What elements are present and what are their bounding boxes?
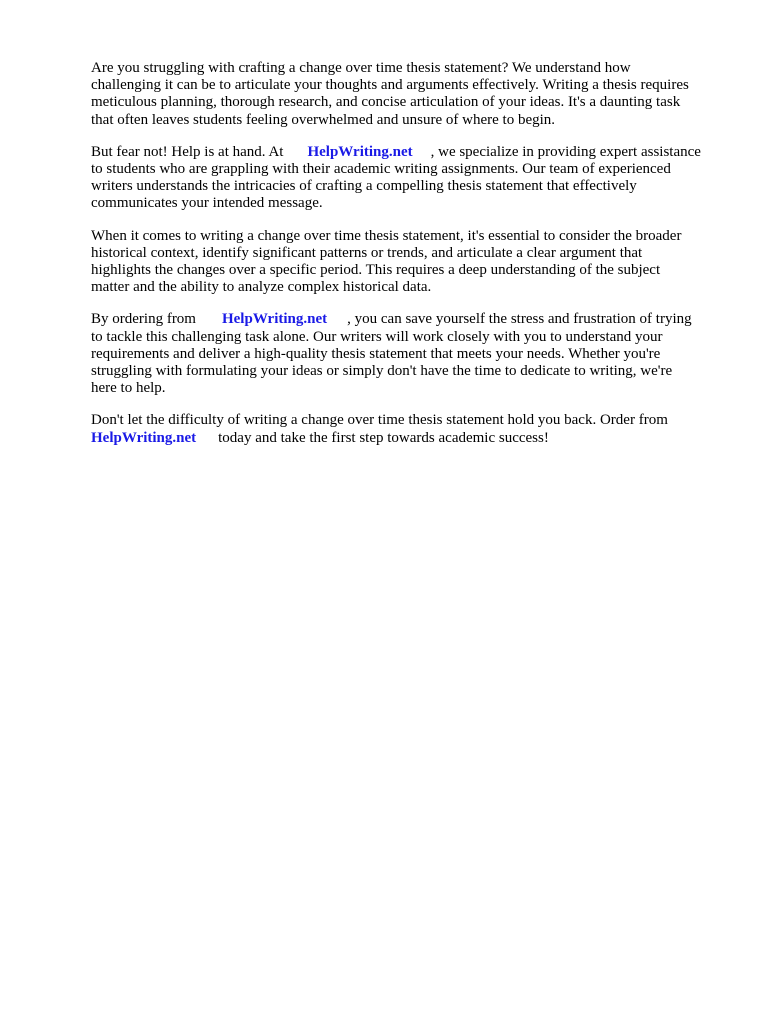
- paragraph-ordering-lead: By ordering from: [91, 311, 196, 328]
- paragraph-ordering-rest: , you can save yourself the stress and frustration of trying to tackle this challenging task alone. Our writers will work closely with you to understand your requirements and deliver a high-quality thesis statement that meets your needs. Whether you're struggling with formulating your ideas or simply don't have the time to dedicate to writing, we're here to help.: [91, 311, 692, 397]
- document-body: [91, 60, 731, 462]
- paragraph-help-lead: But fear not! Help is at hand. At: [91, 143, 284, 160]
- paragraph-ordering: [91, 311, 731, 397]
- paragraph-context: When it comes to writing a change over time thesis statement, it's essential to consider the broader historical context, identify significant patterns or trends, and articulate a clear argument that highlights the changes over a specific period. This requires a deep understanding of the subject matter and the ability to analyze complex historical data.: [91, 227, 682, 296]
- helpwriting-link[interactable]: HelpWriting.net: [221, 311, 328, 328]
- paragraph-closing-lead: Don't let the difficulty of writing a change over time thesis statement hold you back. Order from: [91, 412, 668, 429]
- paragraph-help: [91, 144, 731, 213]
- paragraph-closing: [91, 412, 731, 446]
- helpwriting-link[interactable]: HelpWriting.net: [307, 143, 413, 160]
- paragraph-help-rest: , we specialize in providing expert assistance to students who are grappling with their academic writing assignments. Our team of experienced writers understands the intricacies of crafting a compelling thesis statement that effectively communicates your intended message.: [91, 143, 701, 212]
- helpwriting-link[interactable]: HelpWriting.net: [91, 429, 197, 446]
- paragraph-intro: Are you struggling with crafting a change over time thesis statement? We understand how challenging it can be to articulate your thoughts and arguments effectively. Writing a thesis requires meticulous planning, thorough research, and concise articulation of your ideas. It's a daunting task that often leaves students feeling overwhelmed and unsure of where to begin.: [91, 60, 689, 128]
- paragraph-closing-rest: today and take the first step towards academic success!: [218, 429, 549, 446]
